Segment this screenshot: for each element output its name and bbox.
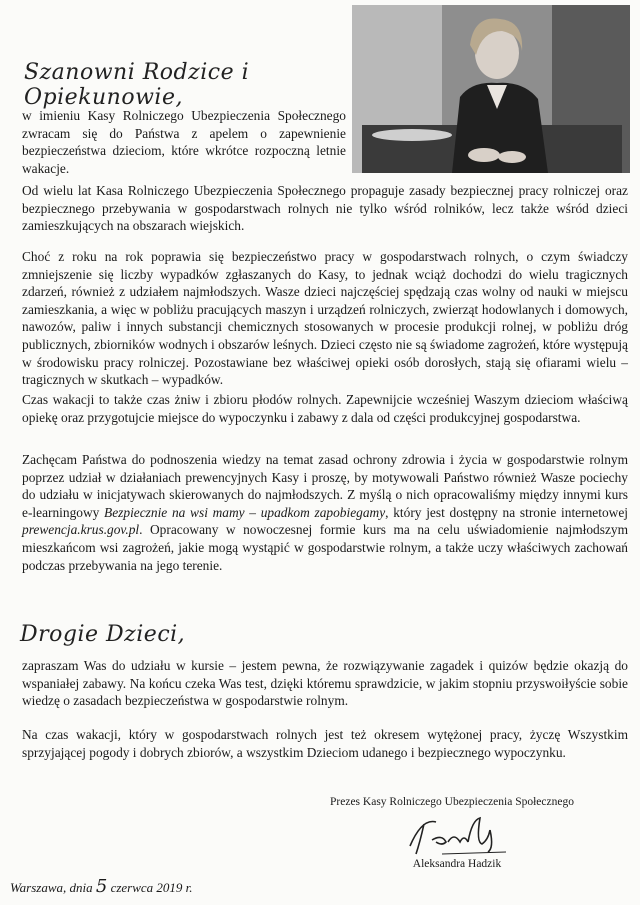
portrait-photo xyxy=(352,5,630,173)
paragraph-3: Czas wakacji to także czas żniw i zbioru płodów rolnych. Zapewnijcie wcześniej Waszym dzieciom właściwą opiekę oraz przygotujcie miejsce do wypoczynku i zabawy z dala od części produkcyjnej gospodarstwa. xyxy=(22,392,628,425)
greeting-children: Drogie Dzieci, xyxy=(20,622,186,647)
portrait-illustration xyxy=(352,5,630,173)
signer-name: Aleksandra Hadzik xyxy=(412,858,502,870)
paragraph-2: Choć z roku na rok poprawia się bezpieczeństwo pracy w gospodarstwach rolnych, o czym świadczy zmniejszenie się liczby wypadków zgłaszanych do Kasy, to jednak wciąż dochodzi do wielu tragicznych zdarzeń, również z udziałem najmłodszych. Wasze dzieci najczęściej spędzają czas wolny od nauki w miejscu zamieszkania, a więc w pobliżu pracujących maszyn i urządzeń rolniczych, zwierząt hodowlanych i domowych, nawozów, paliw i innych substancji chemicznych stosowanych w procesie produkcji rolnej, w pobliżu dróg publicznych, zbiorników wodnych i obszarów leśnych. Dzieci często nie są świadome zagrożeń, które występują w środowisku pracy rolniczej. Pozostawiane bez właściwej opieki osób dorosłych, stają się ofiarami wielu – tragicznych w skutkach – wypadków. xyxy=(22,249,628,388)
date-prefix: Warszawa, dnia xyxy=(10,880,96,895)
handwritten-signature xyxy=(402,812,512,858)
paragraph-4-part-c: . Opracowany w nowoczesnej formie kurs ma na celu uświadomienie najmłodszym mieszkańcom wsi zagrożeń, jakie mogą wystąpić w gospodarstwie rolnym, a także uczy właściwych zachowań podczas przebywania na jego terenie. xyxy=(22,522,628,573)
intro-paragraph: w imieniu Kasy Rolniczego Ubezpieczenia Społecznego zwracam się do Państwa z apelem o zapewnienie bezpieczeństwa dzieciom, które wkrótce rozpoczną letnie wakacje. xyxy=(22,108,346,176)
paragraph-4 xyxy=(22,451,628,574)
date-suffix: czerwca 2019 r. xyxy=(107,880,193,895)
paragraph-5: zapraszam Was do udziału w kursie – jestem pewna, że rozwiązywanie zagadek i quizów będzie okazją do wspaniałej zabawy. Na końcu czeka Was test, dzięki któremu sprawdzicie, w jakim stopniu przyswoiłyście sobie wiedzę o zasadach bezpieczeństwa w gospodarstwie rolnym. xyxy=(22,658,628,709)
signer-title: Prezes Kasy Rolniczego Ubezpieczenia Społecznego xyxy=(330,796,574,808)
date-line xyxy=(10,876,193,897)
paragraph-1: Od wielu lat Kasa Rolniczego Ubezpieczenia Społecznego propaguje zasady bezpiecznej pracy rolniczej oraz bezpiecznego przebywania w gospodarstwach rolnych nie tylko wśród rolników, lecz także wśród dzieci zamieszkujących na obszarach wiejskich. xyxy=(22,183,628,234)
course-title: Bezpiecznie na wsi mamy – upadkom zapobiegamy xyxy=(104,504,386,520)
greeting-parents: Szanowni Rodzice i Opiekunowie, xyxy=(24,60,250,110)
date-day: 5 xyxy=(95,876,108,897)
paragraph-4-part-a: Zachęcam Państwa do podnoszenia wiedzy na temat zasad ochrony zdrowia i życia w gospodarstwie rolnym poprzez udział w działaniach prewencyjnych Kasy i proszę, by motywowali Państwo również Wasze pociechy do udziału w inicjatywach skierowanych do najmłodszych. Z myślą o nich opracowaliśmy między innymi kurs e-learningowy xyxy=(22,452,628,520)
paragraph-4-part-b: , który jest dostępny na stronie internetowej xyxy=(385,504,628,520)
paragraph-6: Na czas wakacji, który w gospodarstwach rolnych jest też okresem wytężonej pracy, życzę Wszystkim sprzyjającej pogody i dobrych zbiorów, a wszystkim Dzieciom udanego i bezpiecznego wypoczynku. xyxy=(22,727,628,760)
website-link[interactable]: prewencja.krus.gov.pl xyxy=(22,522,140,538)
